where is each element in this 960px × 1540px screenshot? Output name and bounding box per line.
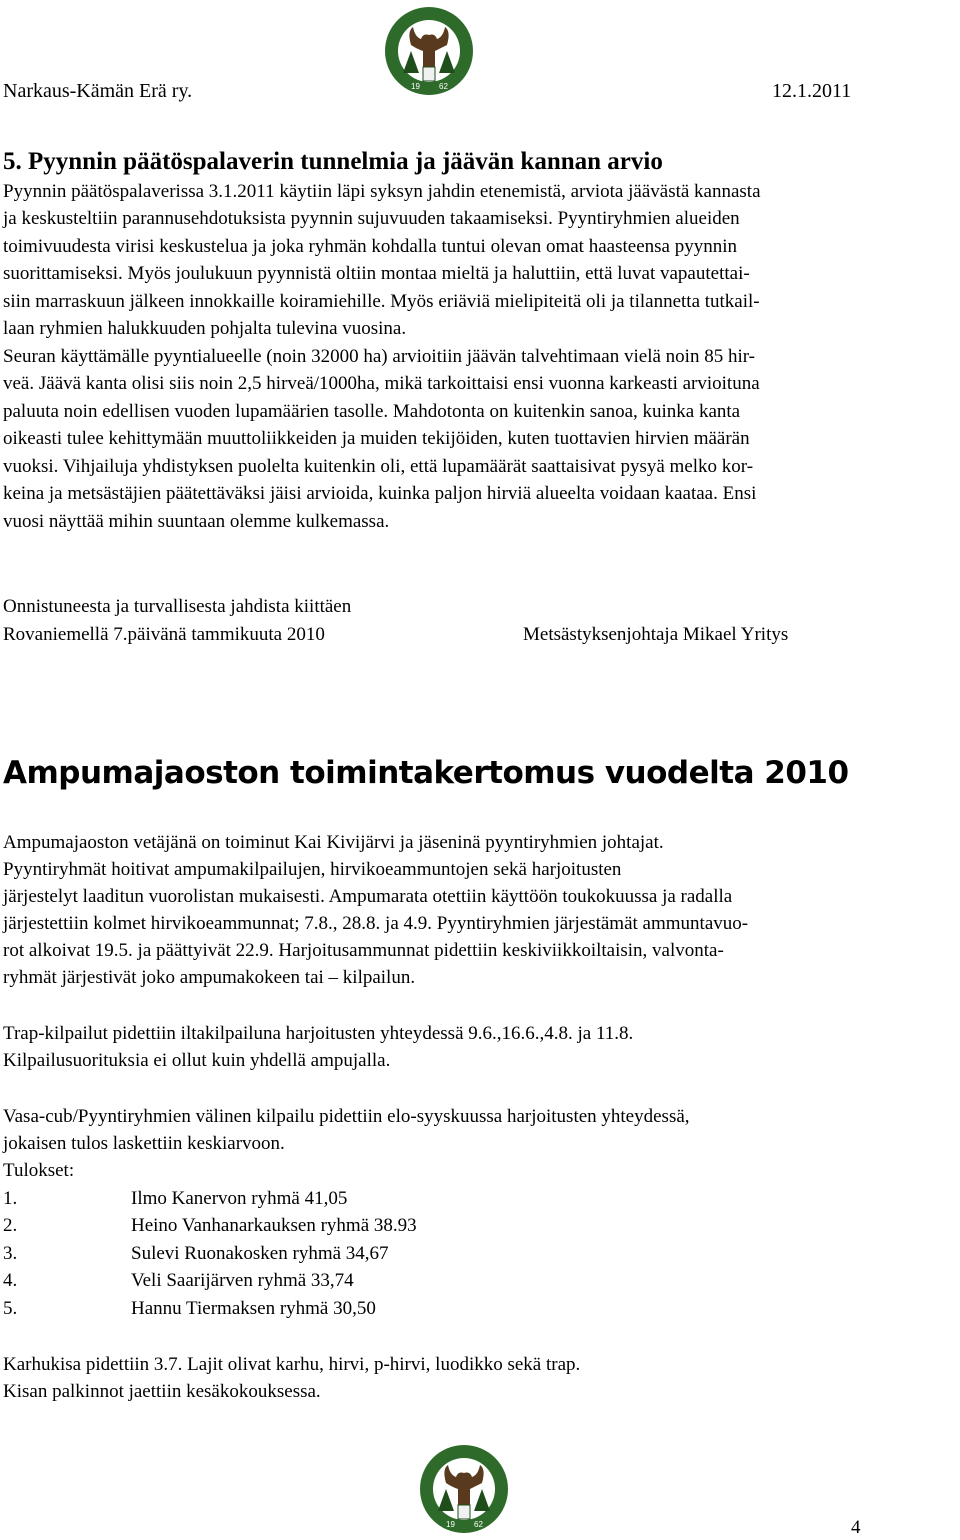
- footer-logo: [418, 1443, 510, 1535]
- section1-line: veä. Jäävä kanta olisi siis noin 2,5 hirveä/1000ha, mikä tarkoittaisi ensi vuonna karkeasti arvioituna: [3, 373, 760, 394]
- trap-line: Kilpailusuorituksia ei ollut kuin yhdellä ampujalla.: [3, 1050, 391, 1071]
- header-org: Narkaus-Kämän Erä ry.: [3, 80, 193, 102]
- list-item-number: 2.: [3, 1215, 18, 1236]
- section2-line: järjestelyt laaditun vuorolistan mukaisesti. Ampumarata otettiin käyttöön toukokuussa ja radalla: [3, 886, 733, 907]
- results-label: Tulokset:: [3, 1160, 75, 1181]
- section1-line: Pyynnin päätöspalaverissa 3.1.2011 käytiin läpi syksyn jahdin etenemistä, arviota jäävästä kannasta: [3, 181, 761, 202]
- list-item: [3, 1185, 347, 1212]
- list-item-text: Hannu Tiermaksen ryhmä 30,50: [131, 1298, 376, 1319]
- signature: Metsästyksenjohtaja Mikael Yritys: [523, 624, 789, 645]
- section1-line: vuosi näyttää mihin suuntaan olemme kulkemassa.: [3, 511, 390, 532]
- section1-line: siin marraskuun jälkeen innokkaille koiramiehille. Myös eriäviä mielipiteitä oli ja tilannetta tutkail-: [3, 291, 760, 312]
- logo-year-left: 19: [411, 82, 420, 91]
- section1-line: Seuran käyttämälle pyyntialueelle (noin 32000 ha) arvioitiin jäävän talvehtimaan vielä noin 85 hir-: [3, 346, 755, 367]
- logo-year-right: 62: [474, 1520, 483, 1529]
- list-item-number: 5.: [3, 1298, 18, 1319]
- list-item-number: 1.: [3, 1188, 18, 1209]
- list-item-number: 3.: [3, 1243, 18, 1264]
- section1-line: toimivuudesta virisi keskustelua ja joka ryhmän kohdalla tuntui olevan omat haasteensa pyynnin: [3, 236, 737, 257]
- section2-line: Ampumajaoston vetäjänä on toiminut Kai Kivijärvi ja jäseninä pyyntiryhmien johtajat.: [3, 832, 664, 853]
- page-number: 4: [851, 1517, 861, 1538]
- list-item: [3, 1212, 417, 1239]
- section1-line: laan ryhmien halukkuuden pohjalta tulevina vuosina.: [3, 318, 407, 339]
- closing-greeting: Onnistuneesta ja turvallisesta jahdista kiittäen: [3, 596, 352, 617]
- list-item-text: Heino Vanhanarkauksen ryhmä 38.93: [131, 1215, 417, 1236]
- section2-line: rot alkoivat 19.5. ja päättyivät 22.9. Harjoitusammunnat pidettiin keskiviikkoiltaisin, valvonta-: [3, 940, 724, 961]
- section1-line: suorittamiseksi. Myös joulukuun pyynnistä oltiin montaa mieltä ja haluttiin, että luvat vapautettai-: [3, 263, 750, 284]
- logo-year-right: 62: [439, 82, 448, 91]
- list-item-text: Ilmo Kanervon ryhmä 41,05: [131, 1188, 348, 1209]
- list-item-number: 4.: [3, 1270, 18, 1291]
- section2-title: Ampumajaoston toimintakertomus vuodelta 2010: [3, 755, 849, 791]
- section2-line: ryhmät järjestivät joko ampumakokeen tai – kilpailun.: [3, 967, 416, 988]
- section1-line: ja keskusteltiin parannusehdotuksista pyynnin sujuvuuden takaamiseksi. Pyyntiryhmien alueiden: [3, 208, 740, 229]
- vasa-line: jokaisen tulos laskettiin keskiarvoon.: [3, 1133, 285, 1154]
- vasa-line: Vasa-cub/Pyyntiryhmien välinen kilpailu pidettiin elo-syyskuussa harjoitusten yhteydessä,: [3, 1106, 690, 1127]
- list-item-text: Sulevi Ruonakosken ryhmä 34,67: [131, 1243, 389, 1264]
- list-item: [3, 1240, 389, 1267]
- karhu-line: Karhukisa pidettiin 3.7. Lajit olivat karhu, hirvi, p-hirvi, luodikko sekä trap.: [3, 1354, 581, 1375]
- closing-place-date: Rovaniemellä 7.päivänä tammikuuta 2010: [3, 624, 325, 645]
- section1-line: paluuta noin edellisen vuoden lupamäärien tasolle. Mahdotonta on kuitenkin sanoa, kuinka kanta: [3, 401, 741, 422]
- section1-line: keina ja metsästäjien päätettäväksi jäisi arvioida, kuinka paljon hirviä alueelta voidaan kaataa. Ensi: [3, 483, 757, 504]
- list-item: [3, 1295, 376, 1322]
- section1-line: vuoksi. Vihjailuja yhdistyksen puolelta kuitenkin oli, että lupamäärät saattaisivat pysyä melko kor-: [3, 456, 754, 477]
- section2-line: järjestettiin kolmet hirvikoeammunnat; 7.8., 28.8. ja 4.9. Pyyntiryhmien järjestämät ammuntavuo-: [3, 913, 749, 934]
- karhu-line: Kisan palkinnot jaettiin kesäkokouksessa.: [3, 1381, 321, 1402]
- section1-title: 5. Pyynnin päätöspalaverin tunnelmia ja jäävän kannan arvio: [3, 148, 663, 175]
- trap-line: Trap-kilpailut pidettiin iltakilpailuna harjoitusten yhteydessä 9.6.,16.6.,4.8. ja 11.8.: [3, 1023, 634, 1044]
- club-logo: [383, 5, 475, 97]
- list-item: [3, 1267, 354, 1294]
- list-item-text: Veli Saarijärven ryhmä 33,74: [131, 1270, 354, 1291]
- section2-line: Pyyntiryhmät hoitivat ampumakilpailujen, hirvikoeammuntojen sekä harjoitusten: [3, 859, 622, 880]
- section1-line: oikeasti tulee kehittymään muuttoliikkeiden ja muiden tekijöiden, kuten tuottavien hirvien määrän: [3, 428, 750, 449]
- header-date: 12.1.2011: [772, 80, 852, 102]
- logo-year-left: 19: [446, 1520, 455, 1529]
